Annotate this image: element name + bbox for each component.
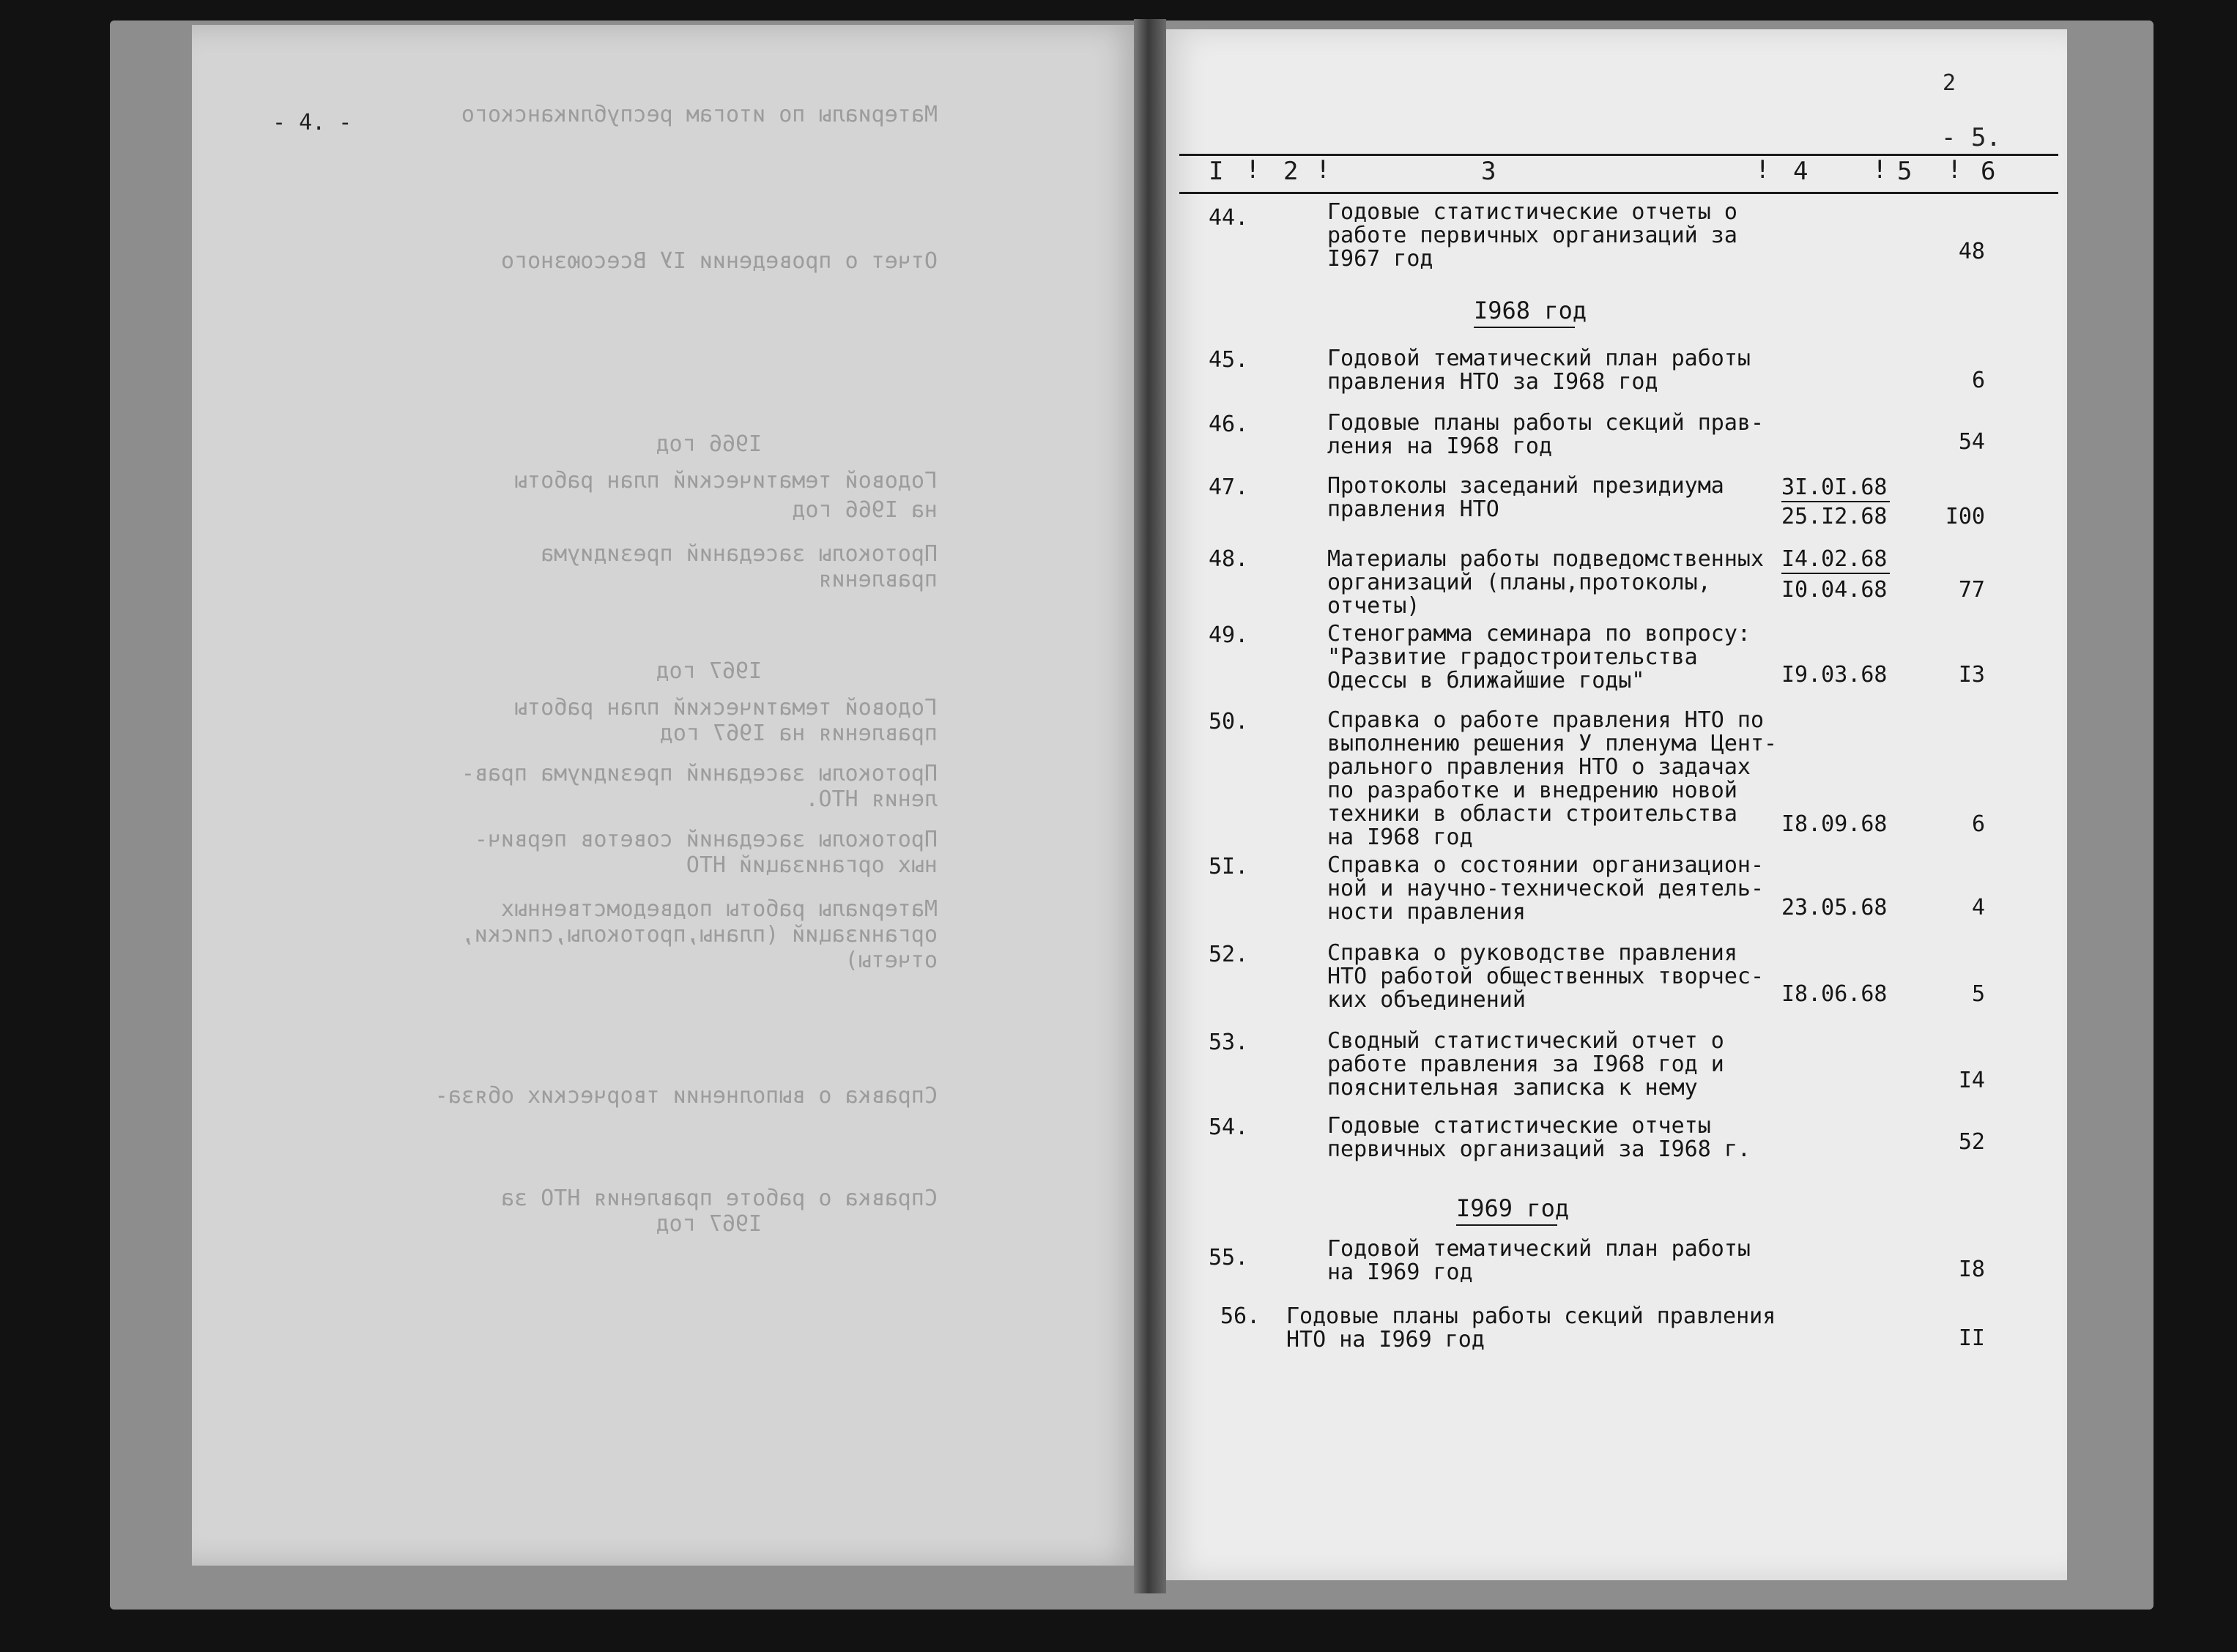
column-separator: ! — [1872, 155, 1888, 185]
entry-number: 46. — [1209, 412, 1249, 437]
date-range-divider — [1781, 501, 1890, 502]
bleed-through-line: Протоколы заседаний президиума прав- — [461, 761, 938, 786]
entry-number: 45. — [1209, 347, 1249, 373]
entry-number: 55. — [1209, 1245, 1249, 1270]
bleed-through-line: организаций (планы,протоколы,списки, — [461, 922, 938, 948]
bleed-through-line: ления НТО. — [805, 786, 938, 812]
entry-title: Годовые статистические отчеты первичных организаций за I968 г. — [1327, 1113, 1751, 1162]
column-separator: ! — [1316, 155, 1331, 185]
entry-date: 23.05.68 — [1781, 895, 1888, 920]
entry-title: Годовые статистические отчеты о работе первичных организаций за I967 год — [1327, 199, 1737, 272]
date-range-divider — [1781, 573, 1890, 574]
entry-page-count: 77 — [1958, 577, 1985, 603]
entry-page-count: I3 — [1958, 662, 1985, 688]
entry-page-count: I4 — [1958, 1068, 1985, 1093]
entry-title: Годовые планы работы секций правления НТО на I969 год — [1286, 1303, 1776, 1353]
year-heading: I968 год — [1474, 297, 1587, 324]
entry-date: I4.02.68 — [1781, 546, 1888, 572]
entry-page-count: 4 — [1971, 895, 1985, 920]
bleed-through-line: I966 год — [656, 431, 762, 457]
bleed-through-line: Протоколы заседаний советов первич- — [474, 827, 938, 852]
bleed-through-line: правления — [818, 567, 938, 592]
column-header: 5 — [1897, 157, 1913, 186]
column-header: 2 — [1283, 157, 1299, 186]
entry-title: Справка о работе правления НТО по выполнению решения У пленума Цент- рального правления НТО о задачах по разработке и внедрению новой техники в области строительства на I968 год — [1327, 707, 1778, 850]
bleed-through-line: I967 год — [656, 1211, 762, 1237]
bleed-through-line: Годовой тематический план работы — [514, 695, 938, 721]
year-heading-underline — [1474, 327, 1575, 328]
entry-number: 54. — [1209, 1115, 1249, 1140]
column-separator: ! — [1245, 155, 1261, 185]
entry-number: 47. — [1209, 475, 1249, 500]
entry-date: I8.09.68 — [1781, 811, 1888, 837]
bleed-through-line: Справка о выполнении творческих обяза- — [434, 1083, 938, 1109]
entry-number: 52. — [1209, 942, 1249, 967]
header-top-rule — [1179, 154, 2058, 156]
entry-page-count: 5 — [1971, 981, 1985, 1007]
entry-title: Материалы работы подведомственных организаций (планы,протоколы, отчеты) — [1327, 546, 1765, 619]
entry-number: 48. — [1209, 546, 1249, 572]
column-header: 4 — [1793, 157, 1808, 186]
entry-page-count: 54 — [1958, 429, 1985, 455]
entry-title: Годовые планы работы секций прав- ления на I968 год — [1327, 410, 1765, 459]
bleed-through-line: Материалы по итогам республиканского — [461, 102, 938, 127]
corner-mark: 2 — [1943, 70, 1956, 96]
entry-page-count: 6 — [1971, 811, 1985, 837]
entry-date: I8.06.68 — [1781, 981, 1888, 1007]
entry-date: I9.03.68 — [1781, 662, 1888, 688]
entry-number: 56. — [1220, 1303, 1261, 1329]
entry-title: Годовой тематический план работы правления НТО за I968 год — [1327, 346, 1751, 395]
bleed-through-line: отчеты) — [845, 948, 938, 973]
entry-number: 44. — [1209, 205, 1249, 231]
entry-title: Протоколы заседаний президиума правления НТО — [1327, 473, 1724, 522]
entry-page-count: I8 — [1958, 1257, 1985, 1282]
entry-page-count: I00 — [1945, 504, 1985, 529]
column-header: 6 — [1981, 157, 1996, 186]
entry-title: Справка о состоянии организацион- ной и научно-технической деятель- ности правления — [1327, 852, 1765, 925]
bleed-through-line: на I966 год — [792, 497, 938, 523]
bleed-through-line: ных организаций НТО — [686, 852, 938, 878]
left-page-number: - 4. - — [272, 110, 352, 135]
right-page-number: - 5. — [1941, 123, 2001, 152]
entry-page-count: 6 — [1971, 368, 1985, 393]
entry-page-count: 48 — [1958, 239, 1985, 264]
bleed-through-line: Материалы работы подведомственных — [500, 896, 938, 922]
entry-page-count: II — [1958, 1325, 1985, 1351]
entry-number: 5I. — [1209, 854, 1249, 879]
entry-number: 49. — [1209, 622, 1249, 648]
bleed-through-line: Протоколы заседаний президиума — [541, 541, 938, 567]
entry-title: Сводный статистический отчет о работе правления за I968 год и пояснительная записка к нему — [1327, 1028, 1724, 1101]
year-heading-underline — [1456, 1224, 1557, 1226]
entry-date: 3I.0I.68 — [1781, 475, 1888, 500]
entry-title: Справка о руководстве правления НТО работой общественных творчес- ких объединений — [1327, 940, 1765, 1013]
column-header: 3 — [1481, 157, 1496, 186]
column-header: I — [1209, 157, 1224, 186]
entry-title: Годовой тематический план работы на I969 год — [1327, 1236, 1751, 1285]
entry-number: 50. — [1209, 709, 1249, 734]
column-separator: ! — [1947, 155, 1962, 185]
bleed-through-line: I967 год — [656, 658, 762, 684]
bleed-through-line: Годовой тематический план работы — [514, 468, 938, 494]
bleed-through-line: правления на I967 год — [659, 721, 938, 746]
header-bottom-rule — [1179, 192, 2058, 194]
entry-date: 25.I2.68 — [1781, 504, 1888, 529]
bleed-through-line: Отчет о проведении IУ Всесоюзного — [500, 248, 938, 274]
column-separator: ! — [1755, 155, 1770, 185]
entry-page-count: 52 — [1958, 1129, 1985, 1155]
entry-date: I0.04.68 — [1781, 577, 1888, 603]
year-heading: I969 год — [1456, 1194, 1570, 1222]
entry-number: 53. — [1209, 1030, 1249, 1055]
entry-title: Стенограмма семинара по вопросу: "Развитие градостроительства Одессы в ближайшие годы" — [1327, 621, 1751, 693]
bleed-through-line: Справка о работе правления НТО за — [500, 1186, 938, 1211]
